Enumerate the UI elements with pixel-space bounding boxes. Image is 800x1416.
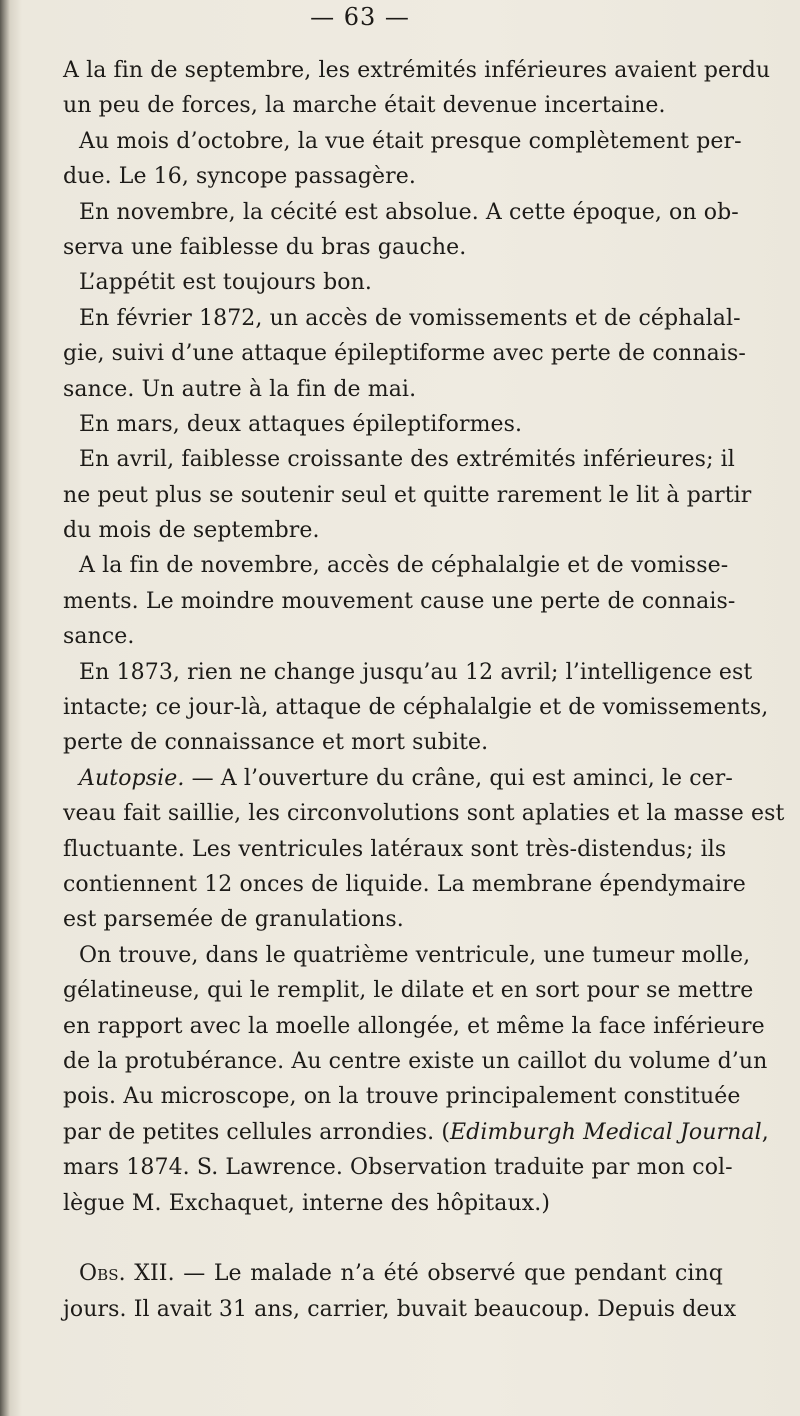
journal-title: Edimburgh Medical Journal bbox=[450, 1119, 762, 1145]
text-line: gie, suivi d’une attaque épileptiforme avec perte de connais- bbox=[63, 341, 746, 367]
text-line: En 1873, rien ne change jusqu’au 12 avril; l’intelligence est bbox=[79, 659, 753, 685]
text-line: gélatineuse, qui le remplit, le dilate et en sort pour se mettre bbox=[63, 978, 754, 1004]
text-line: est parsemée de granulations. bbox=[63, 907, 404, 933]
text-line: Au mois d’octobre, la vue était presque complètement per- bbox=[79, 128, 742, 154]
text-line: pois. Au microscope, on la trouve principalement constituée bbox=[63, 1084, 741, 1110]
section-gap bbox=[63, 1221, 723, 1256]
text-line: ne peut plus se soutenir seul et quitte rarement le lit à partir bbox=[63, 482, 752, 508]
text-line: en rapport avec la moelle allongée, et même la face inférieure bbox=[63, 1013, 765, 1039]
text-line: En novembre, la cécité est absolue. A cette époque, on ob- bbox=[79, 199, 739, 225]
text-line: mars 1874. S. Lawrence. Observation traduite par mon col- bbox=[63, 1155, 733, 1181]
text-line: intacte; ce jour-là, attaque de céphalalgie et de vomissements, bbox=[63, 695, 769, 721]
text-line: due. Le 16, syncope passagère. bbox=[63, 164, 416, 190]
text-line: En avril, faiblesse croissante des extrémités inférieures; il bbox=[79, 447, 735, 473]
autopsy-line bbox=[63, 761, 733, 796]
text-line: perte de connaissance et mort subite. bbox=[63, 730, 489, 756]
text-line: sance. bbox=[63, 624, 135, 650]
body-text bbox=[63, 53, 785, 1327]
page-number: — 63 — bbox=[310, 3, 410, 31]
text-line: un peu de forces, la marche était devenue incertaine. bbox=[63, 93, 666, 119]
text-line: ments. Le moindre mouvement cause une perte de connais- bbox=[63, 588, 736, 614]
text-line: On trouve, dans le quatrième ventricule, une tumeur molle, bbox=[79, 942, 751, 968]
text-line: lègue M. Exchaquet, interne des hôpitaux.) bbox=[63, 1190, 550, 1216]
observation-heading: Obs. XII. bbox=[79, 1261, 175, 1287]
text-line: serva une faiblesse du bras gauche. bbox=[63, 234, 467, 260]
text-line: veau fait saillie, les circonvolutions sont aplaties et la masse est bbox=[63, 801, 785, 827]
text-line: jours. Il avait 31 ans, carrier, buvait beaucoup. Depuis deux bbox=[63, 1296, 737, 1322]
autopsy-text: — A l’ouverture du crâne, qui est aminci, le cer- bbox=[191, 765, 733, 791]
reference-line bbox=[63, 1115, 769, 1150]
reference-text-end: , bbox=[761, 1119, 769, 1145]
text-line: En février 1872, un accès de vomissements et de céphalal- bbox=[79, 305, 741, 331]
text-line: sance. Un autre à la fin de mai. bbox=[63, 376, 417, 402]
text-line: A la fin de novembre, accès de céphalalgie et de vomisse- bbox=[79, 553, 729, 579]
observation-line bbox=[63, 1256, 723, 1291]
text-line: L’appétit est toujours bon. bbox=[79, 270, 372, 296]
text-line: de la protubérance. Au centre existe un caillot du volume d’un bbox=[63, 1048, 768, 1074]
text-line: fluctuante. Les ventricules latéraux sont très-distendus; ils bbox=[63, 836, 727, 862]
text-line: contiennent 12 onces de liquide. La membrane épendymaire bbox=[63, 871, 746, 897]
autopsy-label: Autopsie. bbox=[79, 765, 185, 791]
text-line: A la fin de septembre, les extrémités inférieures avaient perdu bbox=[63, 58, 771, 83]
observation-text: — Le malade n’a été observé que pendant cinq bbox=[183, 1261, 723, 1287]
text-line: du mois de septembre. bbox=[63, 518, 320, 544]
text-line: En mars, deux attaques épileptiformes. bbox=[79, 411, 523, 437]
reference-text: par de petites cellules arrondies. ( bbox=[63, 1119, 451, 1145]
